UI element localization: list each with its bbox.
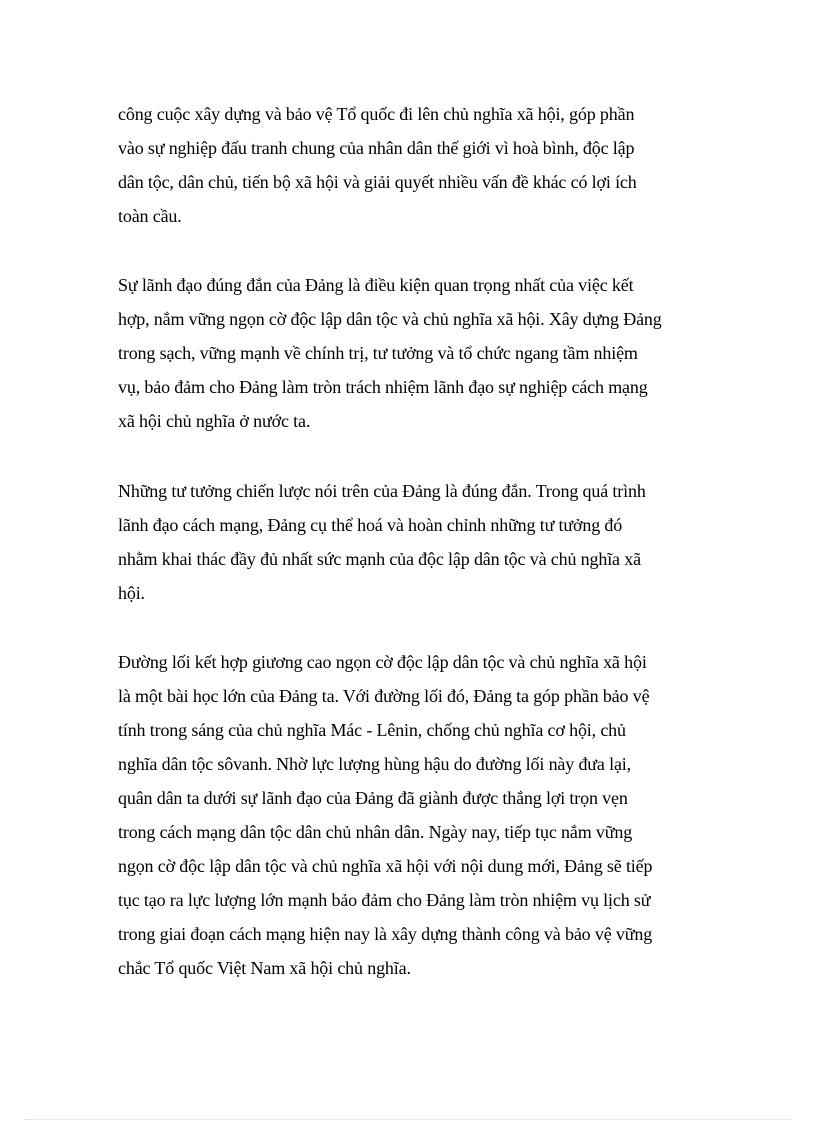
paragraph-line: toàn cầu. bbox=[118, 206, 182, 226]
paragraph-line: nghĩa dân tộc sôvanh. Nhờ lực lượng hùng hậu do đường lối này đưa lại, bbox=[118, 754, 631, 774]
paragraph-line: ngọn cờ độc lập dân tộc và chủ nghĩa xã hội với nội dung mới, Đảng sẽ tiếp bbox=[118, 856, 653, 876]
paragraph-line: vụ, bảo đảm cho Đảng làm tròn trách nhiệm lãnh đạo sự nghiệp cách mạng bbox=[118, 377, 648, 397]
paragraph-line: dân tộc, dân chủ, tiến bộ xã hội và giải quyết nhiều vấn đề khác có lợi ích bbox=[118, 172, 637, 192]
paragraph-line: vào sự nghiệp đấu tranh chung của nhân dân thế giới vì hoà bình, độc lập bbox=[118, 138, 635, 158]
paragraph-line: quân dân ta dưới sự lãnh đạo của Đảng đã giành được thắng lợi trọn vẹn bbox=[118, 788, 628, 808]
paragraph-line: Sự lãnh đạo đúng đắn của Đảng là điều kiện quan trọng nhất của việc kết bbox=[118, 275, 634, 295]
paragraph-line: Đường lối kết hợp giương cao ngọn cờ độc lập dân tộc và chủ nghĩa xã hội bbox=[118, 652, 647, 672]
paragraph-3 bbox=[118, 474, 708, 610]
paragraph-line: tục tạo ra lực lượng lớn mạnh bảo đảm cho Đảng làm tròn nhiệm vụ lịch sử bbox=[118, 890, 651, 910]
paragraph-line: công cuộc xây dựng và bảo vệ Tổ quốc đi lên chủ nghĩa xã hội, góp phần bbox=[118, 104, 635, 124]
paragraph-line: lãnh đạo cách mạng, Đảng cụ thể hoá và hoàn chỉnh những tư tưởng đó bbox=[118, 515, 623, 535]
paragraph-line: chắc Tổ quốc Việt Nam xã hội chủ nghĩa. bbox=[118, 958, 411, 978]
page-bottom-divider bbox=[24, 1119, 792, 1120]
paragraph-line: xã hội chủ nghĩa ở nước ta. bbox=[118, 411, 311, 431]
paragraph-line: nhằm khai thác đầy đủ nhất sức mạnh của độc lập dân tộc và chủ nghĩa xã bbox=[118, 549, 641, 569]
paragraph-1 bbox=[118, 97, 708, 233]
paragraph-line: trong sạch, vững mạnh về chính trị, tư tưởng và tổ chức ngang tầm nhiệm bbox=[118, 343, 638, 363]
paragraph-line: tính trong sáng của chủ nghĩa Mác - Lênin, chống chủ nghĩa cơ hội, chủ bbox=[118, 720, 626, 740]
paragraph-line: trong giai đoạn cách mạng hiện nay là xây dựng thành công và bảo vệ vững bbox=[118, 924, 653, 944]
paragraph-line: hội. bbox=[118, 583, 145, 603]
paragraph-line: hợp, nắm vững ngọn cờ độc lập dân tộc và chủ nghĩa xã hội. Xây dựng Đảng bbox=[118, 309, 662, 329]
paragraph-line: là một bài học lớn của Đảng ta. Với đường lối đó, Đảng ta góp phần bảo vệ bbox=[118, 686, 650, 706]
paragraph-4 bbox=[118, 645, 708, 985]
paragraph-line: trong cách mạng dân tộc dân chủ nhân dân. Ngày nay, tiếp tục nắm vững bbox=[118, 822, 633, 842]
paragraph-2 bbox=[118, 268, 708, 438]
paragraph-line: Những tư tưởng chiến lược nói trên của Đảng là đúng đắn. Trong quá trình bbox=[118, 481, 646, 501]
